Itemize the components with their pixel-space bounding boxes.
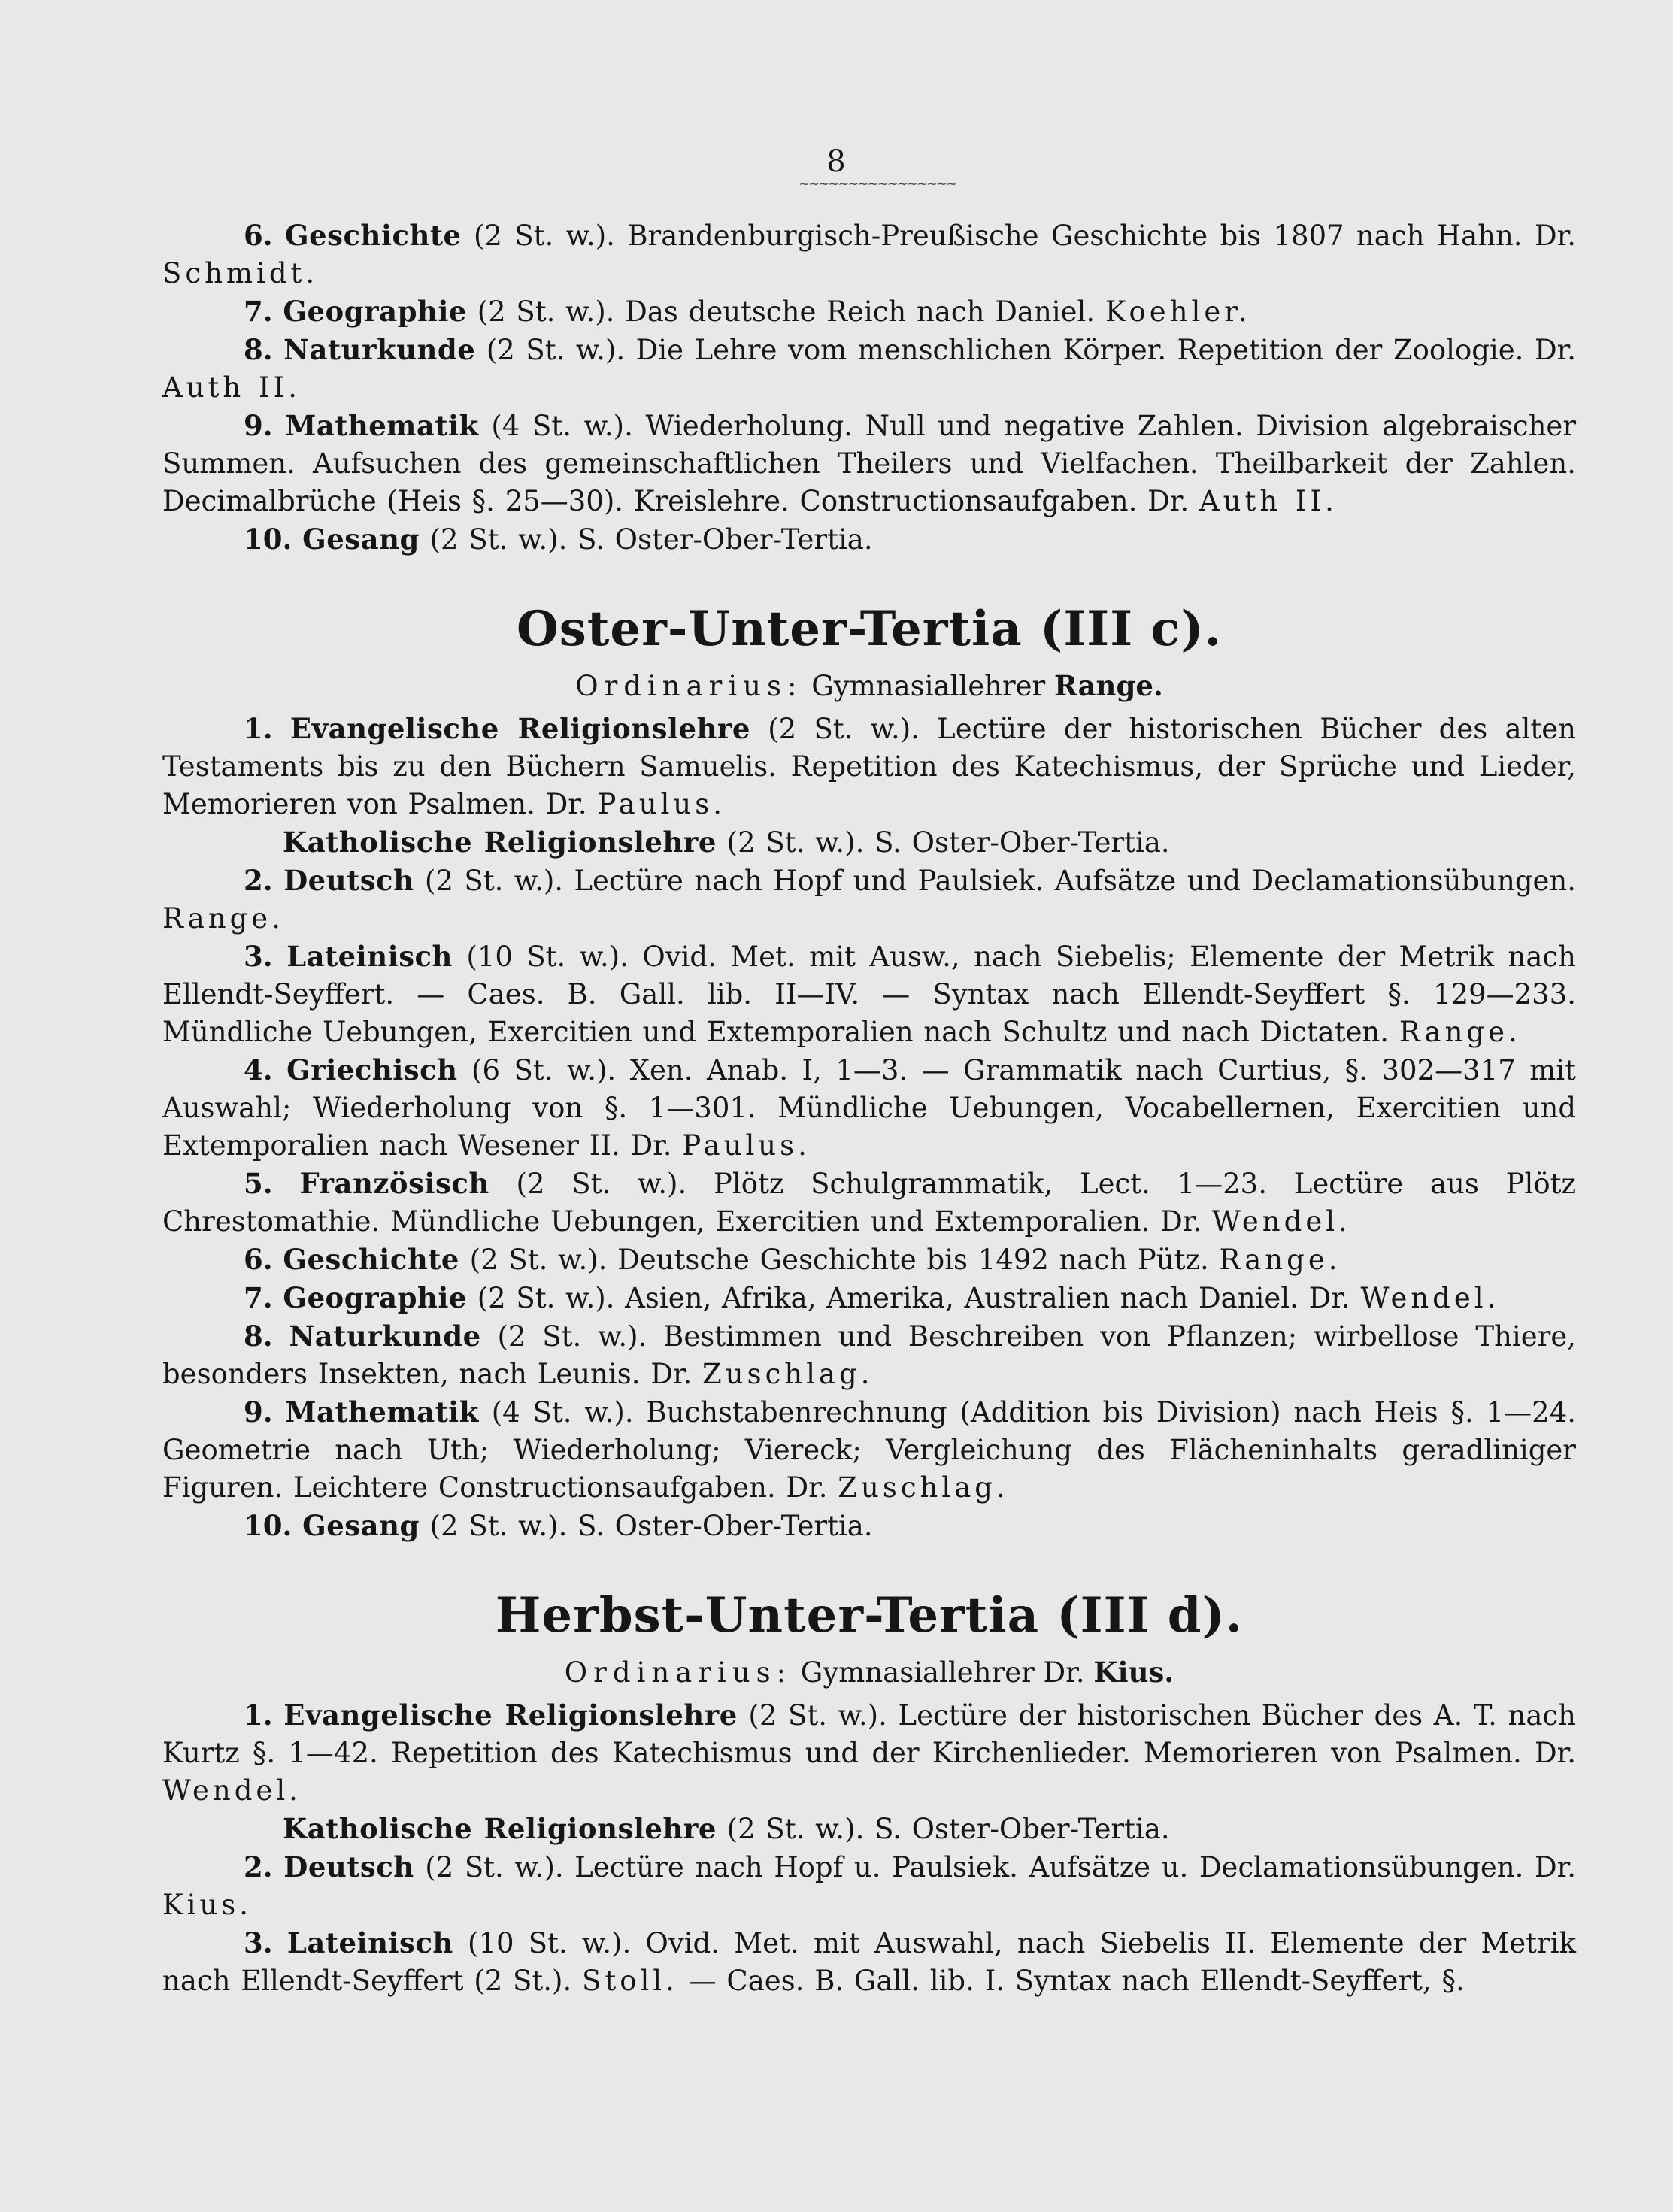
entry-text-continued: — Caes. B. Gall. lib. I. Syntax nach Ellendt-Seyffert, §. xyxy=(677,1965,1465,1997)
entry-number: 1. xyxy=(244,712,273,745)
entry-mathematik xyxy=(162,407,1576,520)
entry-subject: Geschichte xyxy=(285,219,462,252)
entry-number: 7. xyxy=(244,1281,273,1314)
entry-naturkunde xyxy=(162,1317,1576,1393)
entry-teacher: Zuschlag. xyxy=(838,1471,1009,1504)
entry-number: 9. xyxy=(244,1395,273,1429)
entry-text: (4 St. w.). Wiederholung. Null und negative Zahlen. Division algebraischer Summen. Aufsuchen des gemeinschaftlichen Theilers und Vielfachen. Theilbarkeit der Zahlen. Decimalbrüche (Heis §. 25—30). Kreislehre. Constructionsaufgaben. Dr. xyxy=(162,410,1577,517)
entry-teacher: Range. xyxy=(1219,1244,1341,1276)
entry-text: (6 St. w.). Xen. Anab. I, 1—3. — Grammatik nach Curtius, §. 302—317 mit Auswahl; Wiederholung von §. 1—301. Mündliche Uebungen, Vocabellernen, Exercitien und Extemporalien nach Wesener II. Dr. xyxy=(162,1054,1576,1162)
entry-number: 2. xyxy=(244,864,273,897)
ordinarius-label: Ordinarius: xyxy=(564,1656,793,1689)
entry-subject: Deutsch xyxy=(283,864,414,897)
page-number: 8 xyxy=(826,144,847,179)
entry-text: (2 St. w.). Brandenburgisch-Preußische Geschichte bis 1807 nach Hahn. Dr. xyxy=(461,220,1576,252)
entry-number: 6. xyxy=(244,1243,273,1276)
entry-deutsch xyxy=(162,862,1576,938)
entry-text: (2 St. w.). S. Oster-Ober-Tertia. xyxy=(419,1510,873,1542)
entry-number: 6. xyxy=(244,219,273,252)
entry-text: (2 St. w.). Plötz Schulgrammatik, Lect. 1—23. Lectüre aus Plötz Chrestomathie. Mündliche Uebungen, Exercitien und Extemporalien. Dr. xyxy=(162,1168,1576,1238)
entry-teacher: Range. xyxy=(162,902,284,935)
entry-deutsch xyxy=(162,1848,1576,1924)
entry-teacher: Auth II. xyxy=(1199,485,1338,517)
entry-subject: Naturkunde xyxy=(283,333,476,366)
entry-text: (2 St. w.). Das deutsche Reich nach Daniel. xyxy=(466,295,1105,328)
ordinarius-rank: Gymnasiallehrer Dr. xyxy=(800,1656,1085,1689)
entry-number: 5. xyxy=(244,1167,273,1200)
entry-subject: Geschichte xyxy=(283,1243,459,1276)
entry-geschichte xyxy=(162,1241,1576,1279)
entry-teacher: Schmidt. xyxy=(162,257,319,289)
entry-subject: Französisch xyxy=(299,1167,489,1200)
entry-number: 10. xyxy=(244,523,292,556)
ordinarius-line xyxy=(162,1653,1576,1692)
entry-text: (10 St. w.). Ovid. Met. mit Ausw., nach Siebelis; Elemente der Metrik nach Ellendt-Seyffert. — Caes. B. Gall. lib. II—IV. — Syntax nach Ellendt-Seyffert §. 129—233. Mündliche Uebungen, Exercitien und Extemporalien nach Schultz und nach Dictaten. xyxy=(162,941,1576,1048)
entry-franzoesisch xyxy=(162,1165,1576,1241)
entry-teacher: Range. xyxy=(1399,1016,1521,1048)
entry-subject: Katholische Religionslehre xyxy=(283,826,717,859)
entry-text: (2 St. w.). Deutsche Geschichte bis 1492 nach Pütz. xyxy=(459,1244,1220,1276)
entry-text: (2 St. w.). Bestimmen und Beschreiben von Pflanzen; wirbellose Thiere, besonders Insekten, nach Leunis. Dr. xyxy=(162,1320,1576,1390)
entry-subject: Gesang xyxy=(302,523,420,556)
entry-number: 3. xyxy=(244,940,273,973)
entry-teacher: Koehler. xyxy=(1105,295,1251,328)
entry-geographie xyxy=(162,1279,1576,1317)
entry-text: (2 St. w.). Die Lehre vom menschlichen Körper. Repetition der Zoologie. Dr. xyxy=(475,334,1576,366)
entry-subject: Griechisch xyxy=(286,1053,458,1086)
entry-subject: Katholische Religionslehre xyxy=(283,1812,717,1845)
entry-subject: Mathematik xyxy=(285,409,479,442)
entry-teacher: Stoll. xyxy=(581,1965,678,1997)
entry-geographie xyxy=(162,292,1576,331)
entry-geschichte xyxy=(162,217,1576,292)
section-title: Oster-Unter-Tertia (III c). xyxy=(517,601,1222,657)
entry-gesang xyxy=(162,520,1576,559)
entry-subject: Mathematik xyxy=(285,1395,479,1429)
entry-teacher: Paulus. xyxy=(597,788,726,820)
entry-text: (2 St. w.). Lectüre nach Hopf und Paulsiek. Aufsätze und Declamationsübungen. xyxy=(414,865,1576,897)
entry-katholische-religionslehre xyxy=(162,1810,1576,1848)
entry-lateinisch xyxy=(162,938,1576,1051)
entry-subject: Gesang xyxy=(302,1509,420,1542)
entry-subject: Lateinisch xyxy=(286,1926,453,1959)
entry-subject: Geographie xyxy=(283,1281,467,1314)
entry-number: 7. xyxy=(244,295,273,328)
ordinarius-label: Ordinarius: xyxy=(575,670,803,702)
entry-number: 8. xyxy=(244,1320,273,1353)
entry-katholische-religionslehre xyxy=(162,823,1576,862)
entry-text: (2 St. w.). S. Oster-Ober-Tertia. xyxy=(419,523,873,556)
entry-mathematik xyxy=(162,1393,1576,1507)
entry-text: (2 St. w.). Lectüre der historischen Bücher des A. T. nach Kurtz §. 1—42. Repetition des Katechismus und der Kirchenlieder. Memorieren von Psalmen. Dr. xyxy=(162,1699,1576,1769)
section-oster-unter-tertia xyxy=(162,599,1576,1545)
entry-subject: Lateinisch xyxy=(286,940,453,973)
intro-entries xyxy=(162,217,1576,559)
entry-number: 10. xyxy=(244,1509,292,1542)
entry-teacher: Wendel. xyxy=(162,1774,302,1807)
page-content xyxy=(162,217,1576,2000)
entry-number: 9. xyxy=(244,409,273,442)
entry-lateinisch xyxy=(162,1924,1576,2000)
entry-teacher: Kius. xyxy=(162,1889,253,1921)
entry-number: 8. xyxy=(244,333,273,366)
entry-teacher: Wendel. xyxy=(1211,1205,1351,1238)
ordinarius-line xyxy=(162,667,1576,705)
entry-number: 2. xyxy=(244,1850,273,1883)
entry-teacher: Wendel. xyxy=(1360,1282,1500,1314)
entry-text: (2 St. w.). S. Oster-Ober-Tertia. xyxy=(716,1813,1170,1845)
section-herbst-unter-tertia xyxy=(162,1586,1576,2000)
entry-evangelische-religionslehre xyxy=(162,710,1576,823)
entry-subject: Naturkunde xyxy=(289,1320,481,1353)
entry-griechisch xyxy=(162,1051,1576,1165)
entry-number: 1. xyxy=(244,1698,273,1732)
section-title: Herbst-Unter-Tertia (III d). xyxy=(495,1587,1244,1644)
ordinarius-name: Range. xyxy=(1053,669,1163,702)
ordinarius-name: Kius. xyxy=(1093,1656,1174,1689)
entry-text: (2 St. w.). Asien, Afrika, Amerika, Australien nach Daniel. Dr. xyxy=(466,1282,1361,1314)
page-number-ornament: ~~~~~~~~~~~~~~~~ xyxy=(799,176,956,192)
entry-text: (10 St. w.). Ovid. Met. mit Auswahl, nach Siebelis II. Elemente der Metrik nach Ellendt-Seyffert (2 St.). xyxy=(162,1927,1576,1997)
entry-subject: Evangelische Religionslehre xyxy=(283,1698,738,1732)
entry-teacher: Auth II. xyxy=(162,371,302,404)
entry-number: 4. xyxy=(244,1053,273,1086)
entry-subject: Evangelische Religionslehre xyxy=(289,712,750,745)
entry-gesang xyxy=(162,1507,1576,1545)
entry-subject: Deutsch xyxy=(283,1850,414,1883)
entry-text: (2 St. w.). Lectüre nach Hopf u. Paulsiek. Aufsätze u. Declamationsübungen. Dr. xyxy=(414,1851,1576,1883)
entry-text: (4 St. w.). Buchstabenrechnung (Addition bis Division) nach Heis §. 1—24. Geometrie nach Uth; Wiederholung; Viereck; Vergleichung des Flächeninhalts geradliniger Figuren. Leichtere Constructionsaufgaben. Dr. xyxy=(162,1396,1577,1504)
entry-evangelische-religionslehre xyxy=(162,1696,1576,1810)
entry-subject: Geographie xyxy=(283,295,467,328)
entry-text: (2 St. w.). Lectüre der historischen Bücher des alten Testaments bis zu den Büchern Samuelis. Repetition des Katechismus, der Sprüche und Lieder, Memorieren von Psalmen. Dr. xyxy=(162,713,1576,820)
entry-teacher: Paulus. xyxy=(682,1129,811,1162)
entry-naturkunde xyxy=(162,331,1576,407)
entry-number: 3. xyxy=(244,1926,273,1959)
entry-text: (2 St. w.). S. Oster-Ober-Tertia. xyxy=(716,826,1170,859)
ordinarius-rank: Gymnasiallehrer xyxy=(811,670,1046,702)
entry-teacher: Zuschlag. xyxy=(702,1358,874,1390)
